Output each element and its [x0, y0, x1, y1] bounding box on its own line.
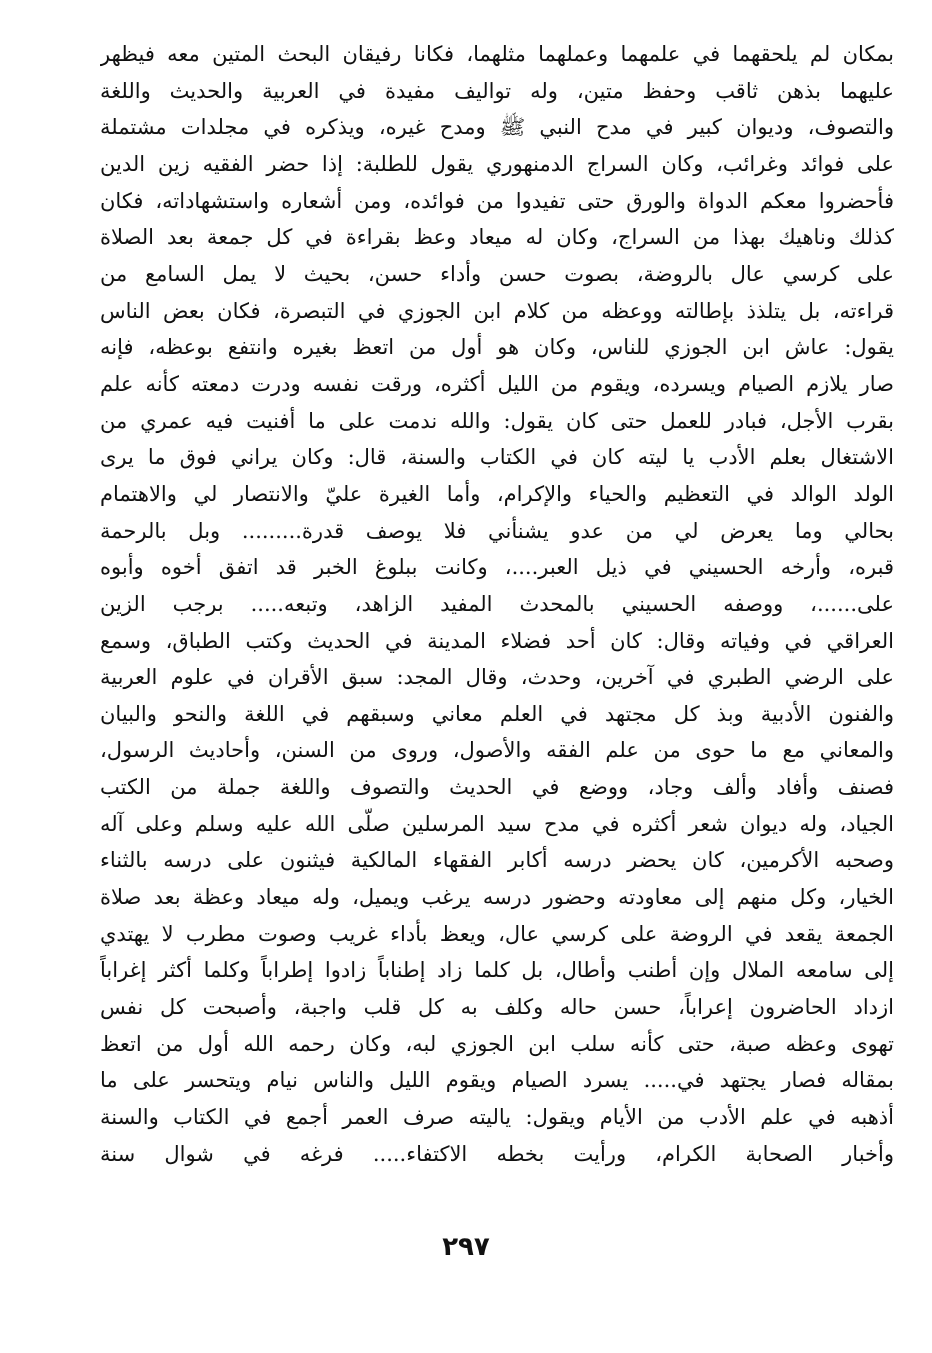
text-line: بحالي وما يعرض لي من عدو يشنأني فلا يوصف قدرة......... وبل بالرحمة	[100, 518, 894, 543]
body-text	[100, 36, 894, 1172]
text-line: والتصوف، وديوان كبير في مدح النبي ﷺ ومدح غيره، ويذكره في مجلدات مشتملة	[100, 115, 894, 140]
text-line: الخيار، وكل منهم إلى معاودته وحضور درسه يرغب ويميل، وله ميعاد وعظة بعد صلاة	[100, 885, 894, 910]
text-line: صار يلازم الصيام ويسرده، ويقوم من الليل أكثره، ورقت نفسه ودرت دمعته كأنه علم	[100, 371, 894, 396]
text-line: الولد الوالد في التعظيم والحياء والإكرام، وأما الغيرة عليّ والانتصار لي والاهتمام	[100, 481, 894, 506]
text-line: بمقاله فصار يجتهد في..... يسرد الصيام ويقوم الليل والناس نيام ويتحسر على ما	[100, 1068, 894, 1093]
text-line: على كرسي عال بالروضة، بصوت حسن وأداء حسن، بحيث لا يمل السامع من	[100, 261, 894, 286]
text-line: الجياد، وله ديوان شعر أكثره في مدح سيد المرسلين صلّى الله عليه وسلم وعلى آله	[100, 811, 894, 836]
text-line: قراءته، بل يتلذذ بإطالته ووعظه من كلام ابن الجوزي في التبصرة، فكان بعض الناس	[100, 298, 894, 323]
text-line: ازداد الحاضرون إعراباً، حسن حاله وكلف به كل قلب واجبة، وأصبحت كل نفس	[100, 995, 894, 1020]
text-line: أذهبه في علم الأدب من الأيام ويقول: ياليته صرف العمر أجمع في الكتاب والسنة	[100, 1105, 894, 1130]
text-line: إلى سامعه الملال وإن أطنب وأطال، بل كلما زاد إطناباً زادوا إطراباً وكلما أكثر إغراباً	[100, 958, 894, 983]
text-line: وصحبه الأكرمين، كان يحضر درسه أكابر الفقهاء المالكية فيثنون على درسه بالثناء	[100, 848, 894, 873]
text-line: بقرب الأجل، فبادر للعمل حتى كان يقول: والله ندمت على ما أفنيت فيه عمري من	[100, 408, 894, 433]
text-line: على الرضي الطبري في آخرين، وحدث، وقال المجد: سبق الأقران في علوم العربية	[100, 665, 894, 690]
text-line: فأحضروا معكم الدواة والورق حتى تفيدوا من فوائده، ومن أشعاره واستشهاداته، فكان	[100, 188, 894, 213]
text-line: الاشتغال بعلم الأدب يا ليته كان في الكتاب والسنة، قال: وكان يراني فوق ما يرى	[100, 445, 894, 470]
text-line: والمعاني مع ما حوى من علم الفقه والأصول، وروى من السنن، وأحاديث الرسول،	[100, 738, 894, 763]
text-line: كذلك وناهيك بهذا من السراج، وكان له ميعاد وعظ بقراءة في كل جمعة بعد الصلاة	[100, 225, 894, 250]
text-line: قبره، وأرخه الحسيني في ذيل العبر....، وكانت ببلوغ الخبر قد اتفق أخوه وأبوه	[100, 555, 894, 580]
text-line: على فوائد وغرائب، وكان السراج الدمنهوري يقول للطلبة: إذا حضر الفقيه زين الدين	[100, 151, 894, 176]
text-line: عليهما بذهن ثاقب وحفظ متين، وله تواليف مفيدة في العربية والحديث واللغة	[100, 78, 894, 103]
text-line: يقول: عاش ابن الجوزي للناس، وكان هو أول من اتعظ بغيره وانتفع بوعظه، فإنه	[100, 335, 894, 360]
page-number: ٢٩٧	[442, 1232, 490, 1262]
text-line: العراقي في وفياته وقال: كان أحد فضلاء المدينة في الحديث وكتب الطباق، وسمع	[100, 628, 894, 653]
text-line: وأخبار الصحابة الكرام، ورأيت بخطه الاكتفاء..... فرغه في شوال سنة	[100, 1141, 894, 1166]
text-line: تهوى وعظه صبة، حتى كأنه سلب ابن الجوزي لبه، وكان رحمه الله أول من اتعظ	[100, 1031, 894, 1056]
text-line: بمكان لم يلحقهما في علمهما وعملهما مثلهما، فكانا رفيقان البحث المتين معه فيظهر	[100, 42, 894, 66]
text-line: الجمعة يقعد في الروضة على كرسي عال، ويعظ بأداء غريب وصوت مطرب لا يهتدي	[100, 921, 894, 946]
text-line: فصنف وأفاد وألف وجاد، ووضع في الحديث والتصوف واللغة جملة من الكتب	[100, 775, 894, 800]
text-line: والفنون الأدبية وبذ كل مجتهد في العلم معاني وسبقهم في اللغة والنحو والبيان	[100, 701, 894, 726]
text-line: على......، ووصفه الحسيني بالمحدث المفيد الزاهد، وتبعه..... برجب الزين	[100, 591, 894, 616]
